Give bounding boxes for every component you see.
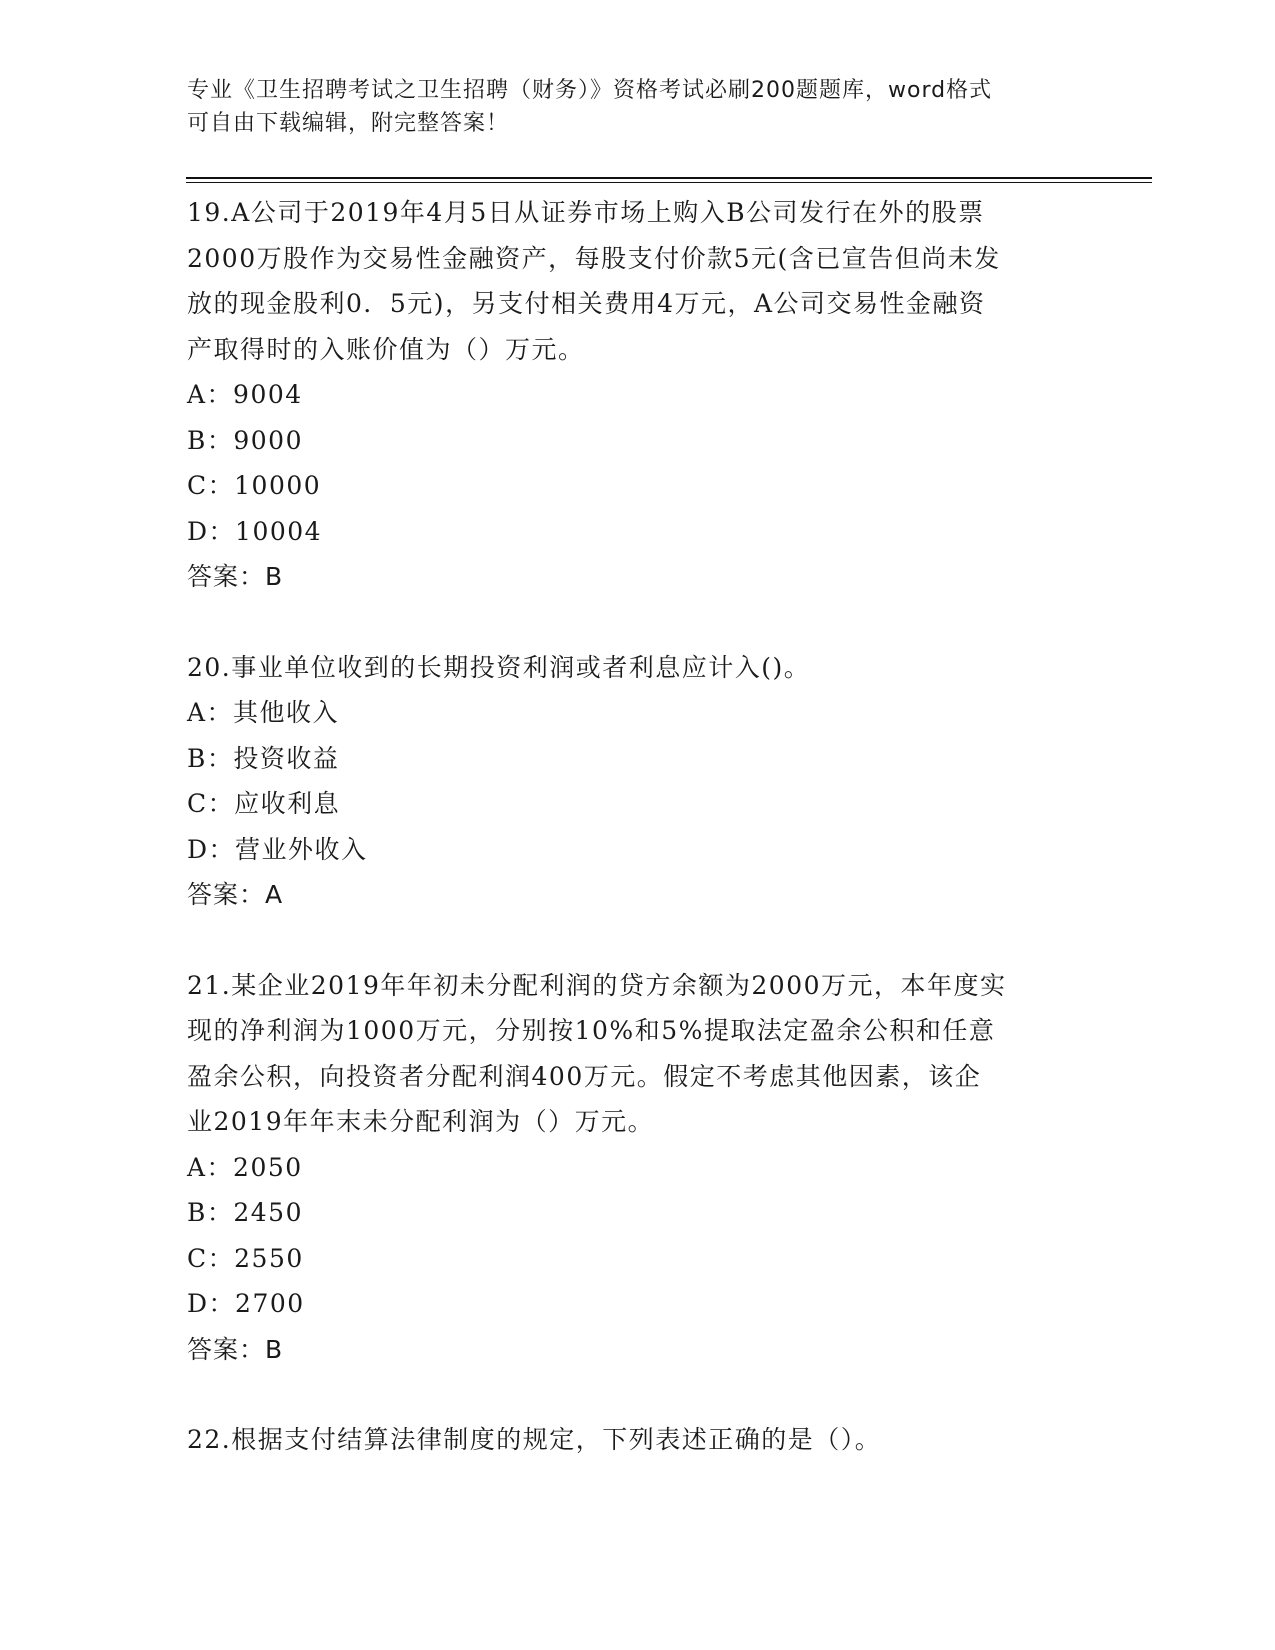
answer-option: C：2550: [187, 1243, 304, 1273]
question-block: [187, 645, 1087, 918]
header-line-2: 可自由下载编辑，附完整答案！: [187, 111, 510, 136]
answer-option: D：2700: [187, 1289, 305, 1318]
question-stem-line: 盈余公积，向投资者分配利润400万元。假定不考虑其他因素，该企: [187, 1061, 982, 1091]
document-header: [187, 74, 1087, 140]
answer-key: 答案：A: [187, 880, 284, 909]
answer-key: 答案：B: [187, 1334, 284, 1364]
header-divider-thick: [186, 177, 1152, 179]
answer-option: D：10004: [187, 516, 323, 546]
question-stem-line: 放的现金股利0．5元)，另支付相关费用4万元，A公司交易性金融资: [187, 289, 986, 318]
answer-option: C：应收利息: [187, 789, 341, 818]
question-spacer: [187, 600, 1087, 645]
question-stem-line: 产取得时的入账价值为（）万元。: [187, 334, 585, 364]
question-list: [187, 190, 1087, 1463]
question-stem-line: 19.A公司于2019年4月5日从证券市场上购入B公司发行在外的股票: [187, 198, 985, 227]
question-block: [187, 190, 1087, 600]
answer-option: A：其他收入: [187, 698, 340, 727]
question-spacer: [187, 918, 1087, 963]
answer-key: 答案：B: [187, 562, 284, 591]
question-stem-line: 现的净利润为1000万元，分别按10%和5%提取法定盈余公积和任意: [187, 1016, 996, 1045]
question-stem-line: 21.某企业2019年年初未分配利润的贷方余额为2000万元，本年度实: [187, 970, 1007, 1000]
question-stem-line: 20.事业单位收到的长期投资利润或者利息应计入()。: [187, 652, 811, 682]
question-block: [187, 1417, 1087, 1463]
answer-option: A：2050: [187, 1152, 303, 1182]
answer-option: A：9004: [187, 380, 303, 409]
question-spacer: [187, 1372, 1087, 1417]
header-divider-thin: [186, 182, 1152, 183]
question-stem-line: 22.根据支付结算法律制度的规定，下列表述正确的是（）。: [187, 1425, 882, 1454]
question-block: [187, 963, 1087, 1373]
answer-option: C：10000: [187, 471, 322, 500]
header-line-1: 专业《卫生招聘考试之卫生招聘（财务）》资格考试必刷200题题库，word格式: [187, 78, 993, 103]
question-stem-line: 2000万股作为交易性金融资产，每股支付价款5元(含已宣告但尚未发: [187, 243, 1001, 273]
answer-option: B：9000: [187, 425, 303, 455]
answer-option: B：2450: [187, 1198, 303, 1227]
question-stem-line: 业2019年年末未分配利润为（）万元。: [187, 1107, 655, 1136]
answer-option: B：投资收益: [187, 743, 340, 773]
answer-option: D：营业外收入: [187, 834, 368, 864]
